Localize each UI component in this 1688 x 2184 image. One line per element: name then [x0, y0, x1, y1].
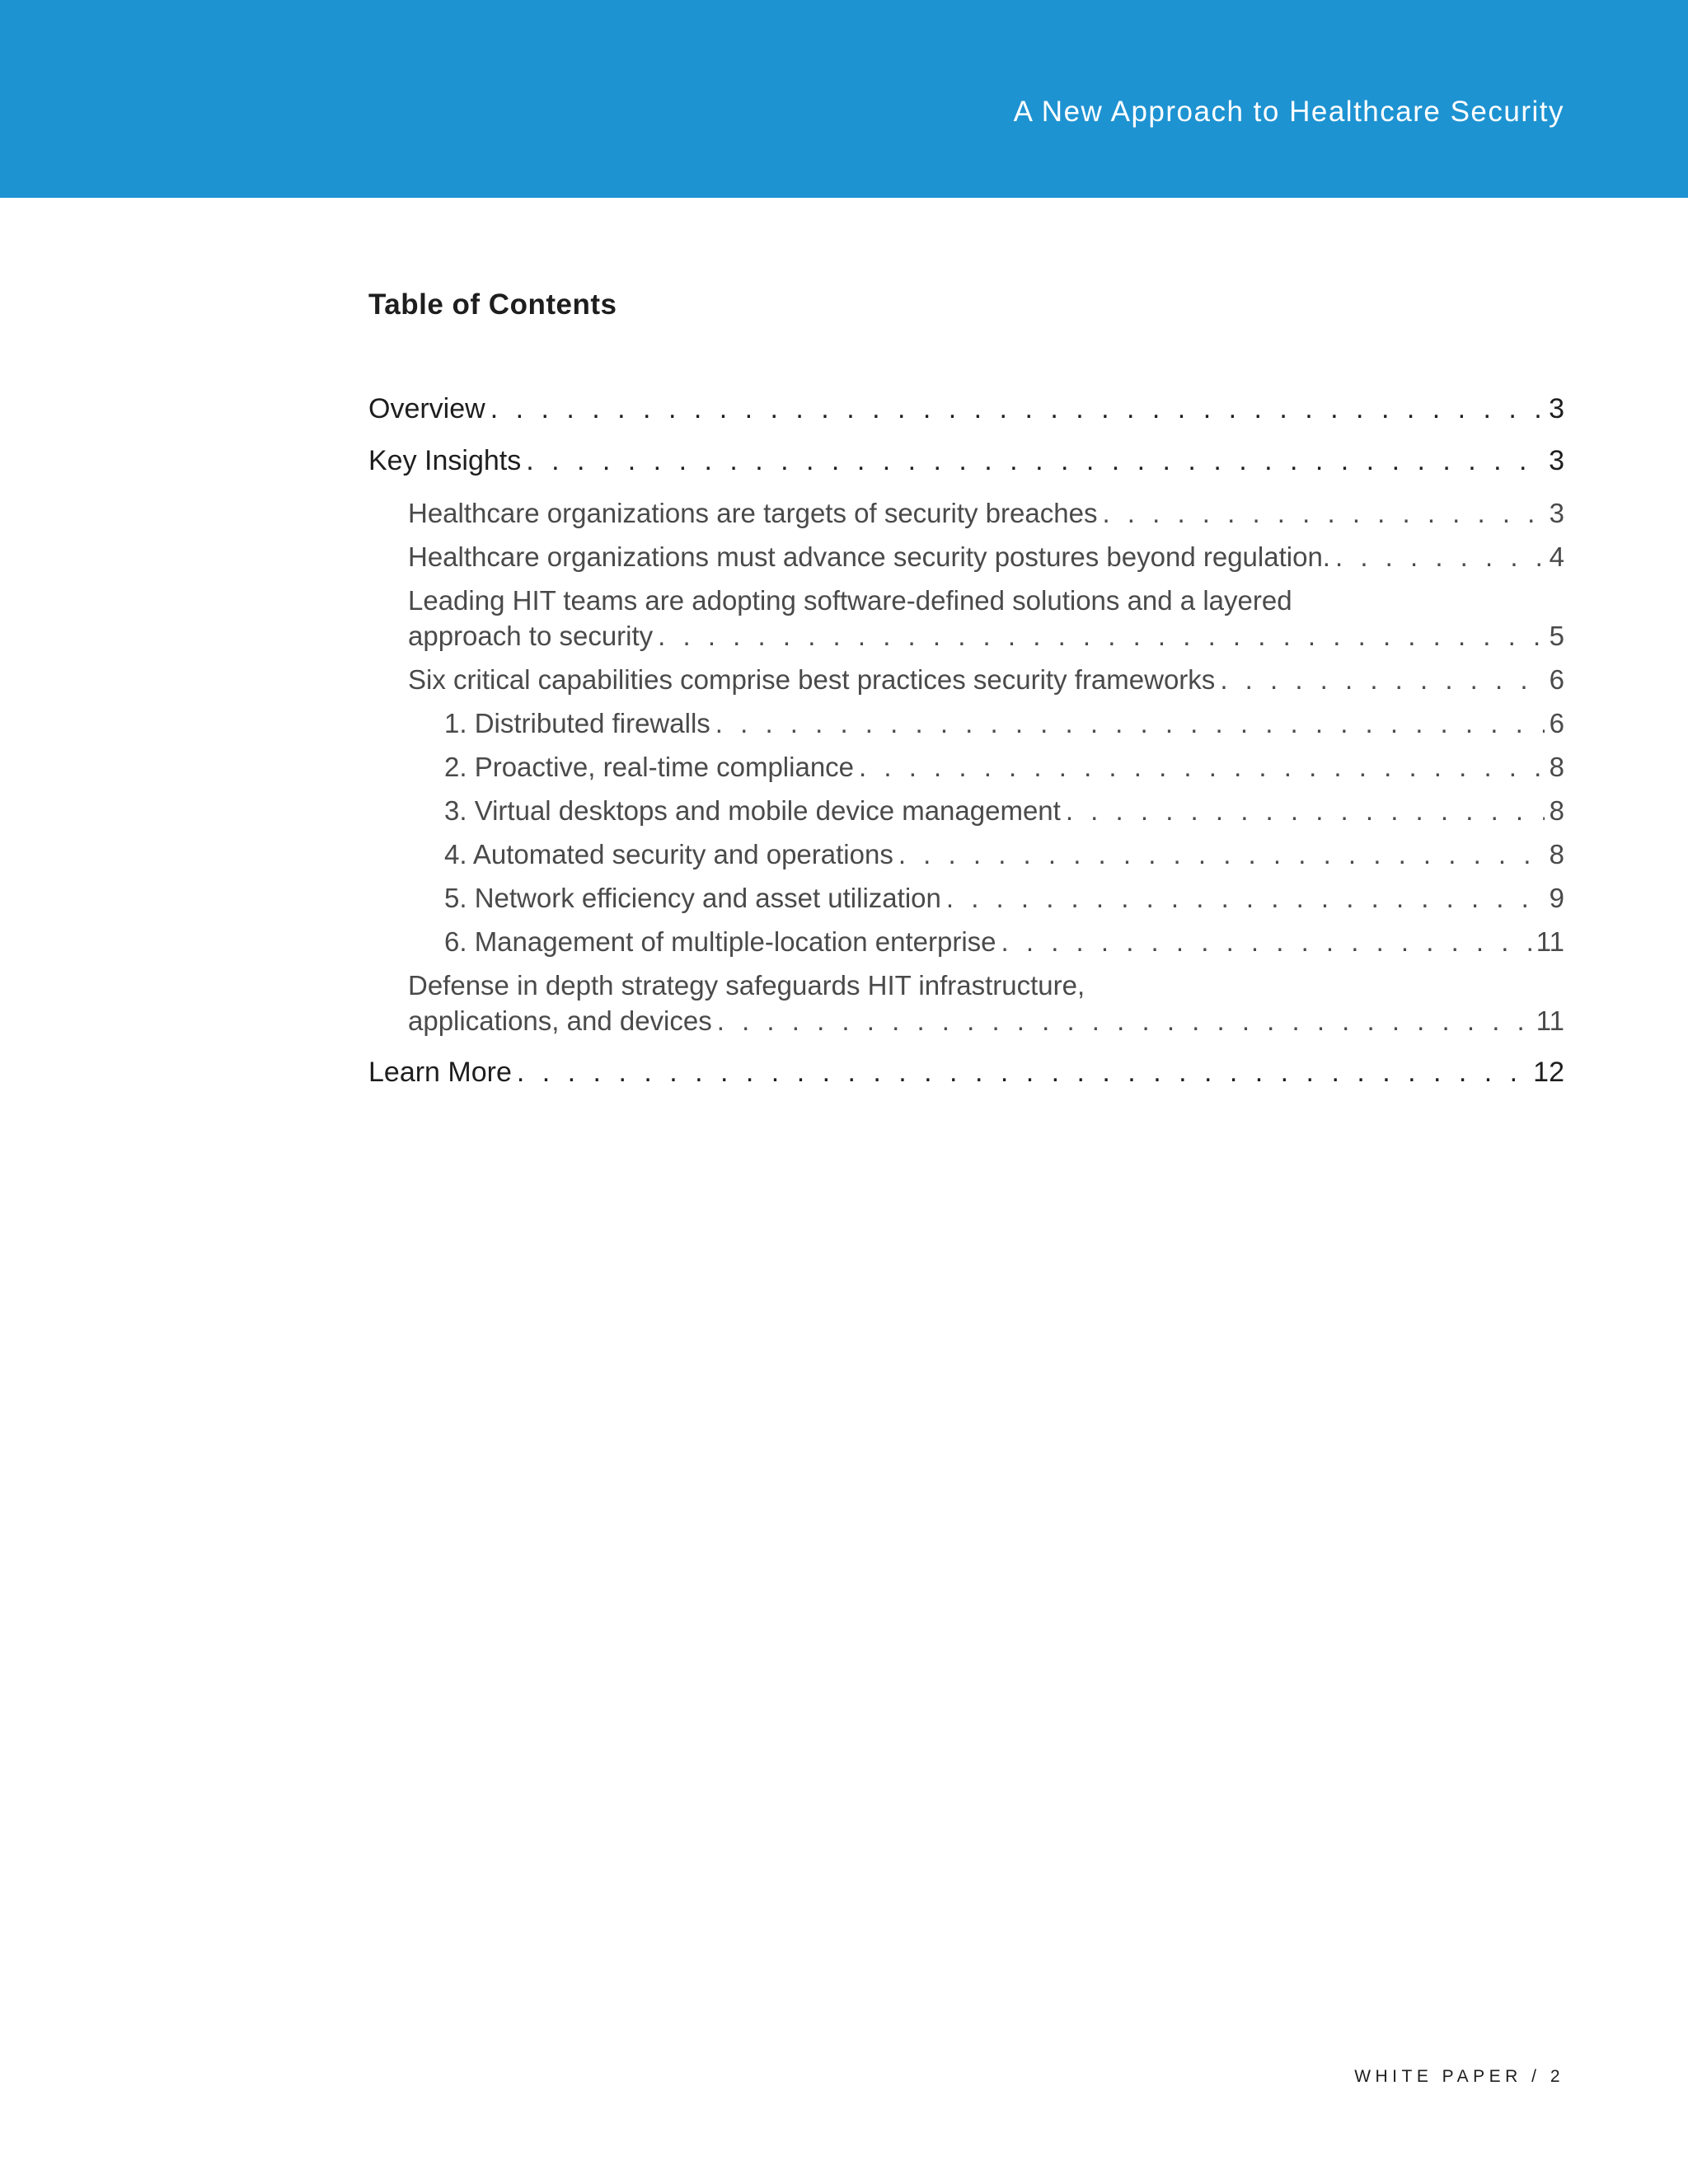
toc-page-number: 12 — [1533, 1057, 1564, 1088]
toc-entry-text: Learn More — [368, 1057, 512, 1088]
toc-page-number: 11 — [1536, 926, 1564, 957]
dot-leader — [1335, 539, 1545, 574]
toc-entry[interactable] — [368, 924, 1564, 959]
toc-page-number: 3 — [1549, 393, 1564, 424]
toc-entry[interactable] — [368, 443, 1564, 479]
toc-entry-line — [368, 391, 1564, 427]
toc-entry-text: applications, and devices — [408, 1005, 712, 1036]
toc-page-number: 8 — [1549, 795, 1564, 826]
toc-entry-line — [444, 705, 1564, 741]
toc-entry[interactable] — [368, 749, 1564, 785]
toc-entry-line — [408, 539, 1564, 574]
page-footer: WHITE PAPER / 2 — [1354, 2067, 1564, 2086]
toc-entry-text: Key Insights — [368, 445, 522, 476]
toc-entry[interactable] — [368, 662, 1564, 697]
toc-entry-text: approach to security — [408, 621, 654, 651]
toc-entry[interactable] — [368, 391, 1564, 427]
toc-heading: Table of Contents — [368, 288, 617, 321]
toc-entry-text: 5. Network efficiency and asset utilization — [444, 883, 941, 913]
toc-entry[interactable] — [368, 837, 1564, 872]
toc-entry-line — [368, 443, 1564, 479]
toc-page-number: 5 — [1549, 621, 1564, 651]
toc-entry-text: 4. Automated security and operations — [444, 839, 893, 869]
toc-entry[interactable] — [368, 583, 1564, 654]
dot-leader — [898, 837, 1545, 872]
dot-leader — [1102, 495, 1544, 531]
toc-entry-text: Healthcare organizations must advance security postures beyond regulation. — [408, 541, 1330, 572]
dot-leader — [1001, 924, 1531, 959]
toc-entry-line — [408, 1003, 1564, 1038]
toc-entry-text: Six critical capabilities comprise best practices security frameworks — [408, 664, 1216, 695]
toc-entry-line — [444, 749, 1564, 785]
toc-page-number: 8 — [1549, 752, 1564, 782]
toc-entry-line — [444, 793, 1564, 828]
toc-page-number: 3 — [1549, 445, 1564, 476]
dot-leader — [717, 1003, 1531, 1038]
toc-entry[interactable] — [368, 968, 1564, 1038]
toc-entry-text: Overview — [368, 393, 485, 424]
toc-entry-line — [444, 837, 1564, 872]
toc-entry-line — [444, 924, 1564, 959]
toc-page-number: 3 — [1549, 498, 1564, 528]
toc-entry-text: 6. Management of multiple-location enterprise — [444, 926, 996, 957]
toc-entry-line — [408, 495, 1564, 531]
toc-entry[interactable] — [368, 880, 1564, 916]
dot-leader — [517, 1055, 1528, 1090]
document-title: A New Approach to Healthcare Security — [1013, 96, 1564, 128]
toc-entry-text: 1. Distributed firewalls — [444, 708, 710, 738]
toc-entry[interactable] — [368, 1055, 1564, 1090]
toc-list — [368, 391, 1564, 1090]
toc-entry-text: 3. Virtual desktops and mobile device management — [444, 795, 1061, 826]
dot-leader — [658, 618, 1544, 654]
toc-page-number: 9 — [1549, 883, 1564, 913]
toc-entry-line — [408, 618, 1564, 654]
toc-page-number: 8 — [1549, 839, 1564, 869]
toc-entry[interactable] — [368, 495, 1564, 531]
toc-page-number: 6 — [1549, 664, 1564, 695]
dot-leader — [526, 443, 1544, 479]
dot-leader — [859, 749, 1545, 785]
dot-leader — [1066, 793, 1545, 828]
toc-entry-text: Leading HIT teams are adopting software-defined solutions and a layered — [408, 585, 1292, 616]
dot-leader — [946, 880, 1545, 916]
toc-entry-text: Healthcare organizations are targets of security breaches — [408, 498, 1098, 528]
toc-page-number: 6 — [1549, 708, 1564, 738]
toc-entry-line — [408, 662, 1564, 697]
toc-page-number: 11 — [1536, 1005, 1564, 1036]
toc-entry-text: 2. Proactive, real-time compliance — [444, 752, 855, 782]
dot-leader — [490, 391, 1544, 427]
toc-entry-line — [444, 880, 1564, 916]
header-band — [0, 0, 1688, 198]
dot-leader — [1220, 662, 1544, 697]
table-of-contents — [368, 288, 1564, 1107]
toc-page-number: 4 — [1549, 541, 1564, 572]
toc-entry[interactable] — [368, 793, 1564, 828]
toc-entry[interactable] — [368, 539, 1564, 574]
toc-entry-text: Defense in depth strategy safeguards HIT infrastructure, — [408, 970, 1085, 1001]
dot-leader — [715, 705, 1545, 741]
toc-entry-line — [368, 1055, 1564, 1090]
toc-entry[interactable] — [368, 705, 1564, 741]
